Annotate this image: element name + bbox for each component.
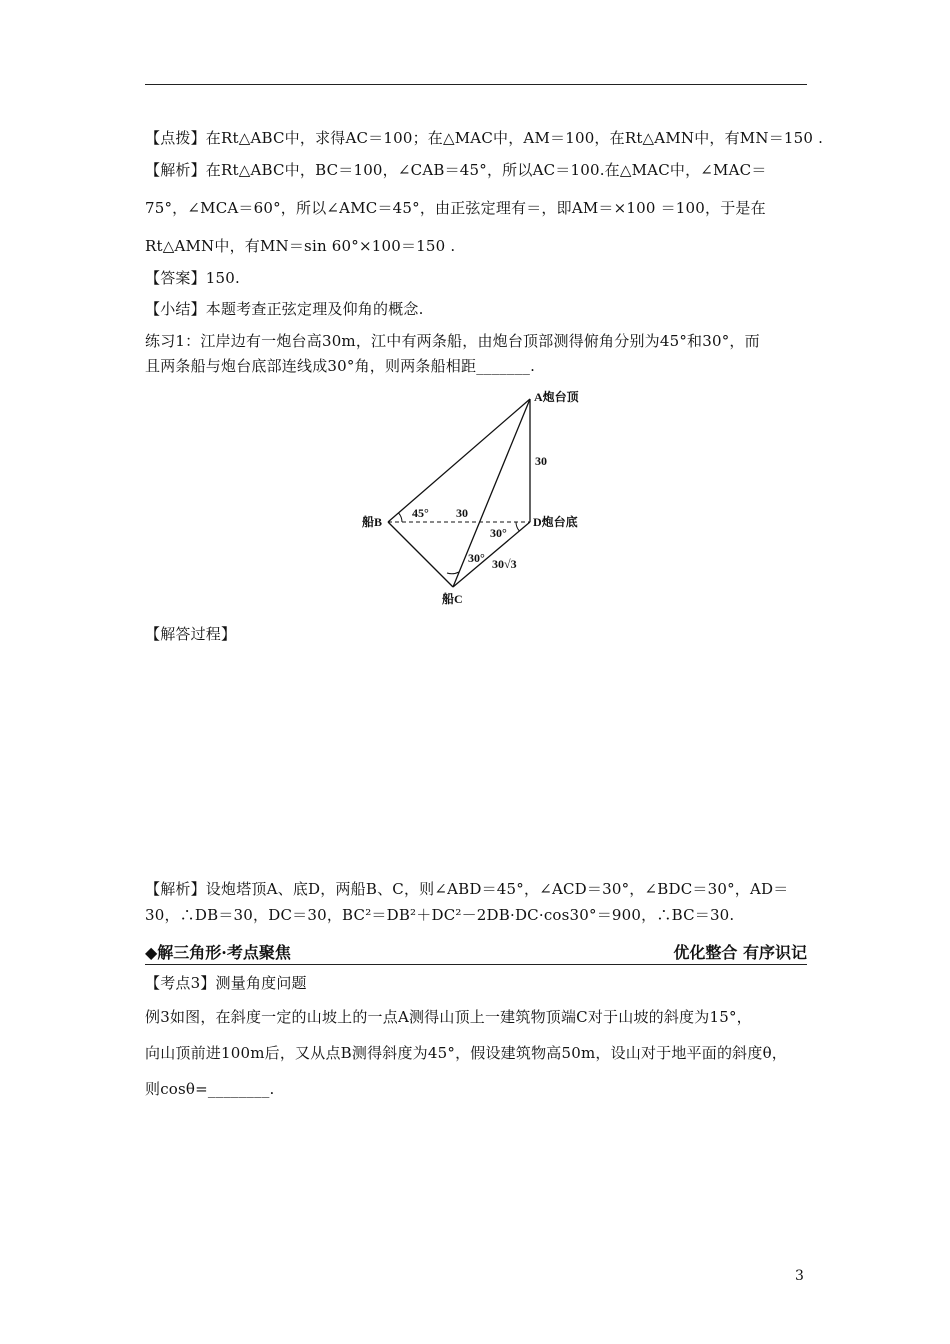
triangle-figure [340,385,600,615]
solution-process-label: 【解答过程】 [145,625,237,643]
label-b: 船B [362,515,383,529]
angle-d-label: 30° [490,526,507,540]
hint-line: 【点拨】在Rt△ABC中，求得AC＝100；在△MAC中，AM＝100，在Rt△AMN中，有MN＝150 . [145,129,824,147]
example-3-line-3: 则cosθ=________. [145,1080,275,1098]
length-dc: 30√3 [492,557,517,571]
exercise-analysis-line-2: 30，∴DB＝30，DC＝30，BC²＝DB²＋DC²－2DB·DC·cos30°＝900，∴BC＝30. [145,906,735,924]
summary-line: 【小结】本题考查正弦定理及仰角的概念. [145,300,424,318]
exercise-line-1: 练习1：江岸边有一炮台高30m，江中有两条船，由炮台顶部测得俯角分别为45°和30°，而 [145,332,760,350]
example-3-line-2: 向山顶前进100m后，又从点B测得斜度为45°，假设建筑物高50m，设山对于地平面的斜度θ， [145,1044,788,1062]
analysis-line-2: 75°，∠MCA＝60°，所以∠AMC＝45°，由正弦定理有＝，即AM＝×100 ＝100，于是在 [145,199,766,217]
angle-d-arc [516,522,519,531]
angle-b-label: 45° [412,506,429,520]
angle-b-arc [399,513,402,522]
section-subtitle: 优化整合 有序识记 [673,943,807,962]
angle-c-label: 30° [468,551,485,565]
analysis-line-3: Rt△AMN中，有MN＝sin 60°×100＝150 . [145,237,456,255]
section-header [145,938,807,965]
angle-c-arc [447,572,459,574]
length-bd: 30 [456,506,468,520]
answer-line: 【答案】150. [145,269,240,287]
edge-ab [388,399,530,522]
topic-3-line: 【考点3】测量角度问题 [145,974,307,992]
exercise-line-2: 且两条船与炮台底部连线成30°角，则两条船相距_______. [145,357,536,375]
length-ad: 30 [535,454,547,468]
page-number: 3 [795,1268,804,1284]
section-title: ◆解三角形·考点聚焦 [145,943,291,962]
edge-bc [388,522,453,587]
exercise-analysis-line-1: 【解析】设炮塔顶A、底D，两船B、C，则∠ABD＝45°，∠ACD＝30°，∠BDC＝30°，AD＝ [145,880,789,898]
example-3-line-1: 例3如图，在斜度一定的山坡上的一点A测得山顶上一建筑物顶端C对于山坡的斜度为15°， [145,1008,752,1026]
label-a: A炮台顶 [534,390,579,404]
label-d: D炮台底 [533,515,578,529]
analysis-line-1: 【解析】在Rt△ABC中，BC＝100，∠CAB＝45°，所以AC＝100.在△MAC中，∠MAC＝ [145,161,767,179]
label-c: 船C [442,592,463,606]
header-rule [145,84,807,85]
